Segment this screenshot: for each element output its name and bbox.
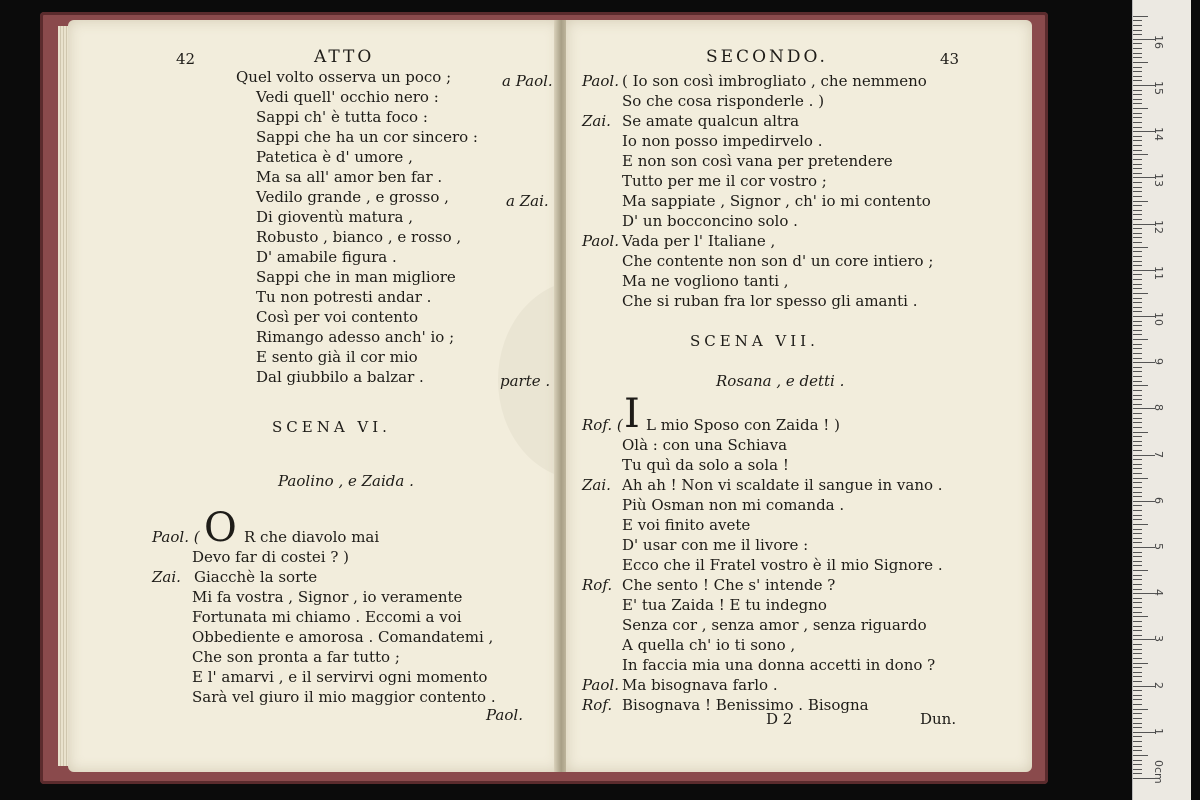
speaker-label: Paol. bbox=[582, 676, 619, 694]
ruler-tick bbox=[1133, 450, 1142, 451]
ruler-tick bbox=[1133, 704, 1142, 705]
ruler-tick bbox=[1133, 413, 1142, 414]
ruler-tick bbox=[1133, 718, 1142, 719]
ruler-tick bbox=[1133, 395, 1142, 396]
ruler-tick bbox=[1133, 34, 1142, 35]
verse-line: Sappi ch' è tutta foco : bbox=[256, 108, 428, 126]
ruler-tick bbox=[1133, 542, 1142, 543]
ruler-tick bbox=[1133, 464, 1142, 465]
ruler-tick bbox=[1133, 764, 1142, 765]
ruler-tick bbox=[1133, 136, 1142, 137]
verse-line: Tutto per me il cor vostro ; bbox=[622, 172, 827, 190]
verse-line: Quel volto osserva un poco ; bbox=[236, 68, 452, 86]
verse-line: Tu non potresti andar . bbox=[256, 288, 432, 306]
ruler-tick bbox=[1133, 529, 1142, 530]
ruler-tick bbox=[1133, 755, 1148, 756]
ruler-tick bbox=[1133, 663, 1148, 664]
ruler-tick bbox=[1133, 658, 1142, 659]
ruler-tick bbox=[1133, 487, 1142, 488]
verse-line: Che si ruban fra lor spesso gli amanti . bbox=[622, 292, 918, 310]
ruler-tick bbox=[1133, 30, 1142, 31]
verse-line: L mio Sposo con Zaida ! ) bbox=[646, 416, 840, 434]
verse-line: Fortunata mi chiamo . Eccomi a voi bbox=[192, 608, 462, 626]
ruler-tick bbox=[1133, 353, 1142, 354]
ruler-number: 10 bbox=[1152, 312, 1165, 326]
ruler-tick bbox=[1133, 492, 1142, 493]
ruler-tick bbox=[1133, 436, 1142, 437]
speaker-label: Paol. ( bbox=[152, 528, 200, 546]
ruler-tick bbox=[1133, 709, 1148, 710]
ruler-number: 6 bbox=[1152, 496, 1165, 504]
speaker-label: Zai. bbox=[152, 568, 181, 586]
ruler-tick bbox=[1133, 334, 1142, 335]
ruler-number: 8 bbox=[1152, 404, 1165, 412]
ruler-tick bbox=[1133, 713, 1142, 714]
page-number: 43 bbox=[940, 50, 960, 68]
verse-line: Giacchè la sorte bbox=[194, 568, 318, 586]
ruler-tick bbox=[1133, 348, 1142, 349]
verse-line: Ma ne vogliono tanti , bbox=[622, 272, 789, 290]
ruler-tick bbox=[1133, 644, 1142, 645]
ruler-tick bbox=[1133, 196, 1142, 197]
ruler-tick bbox=[1133, 371, 1142, 372]
ruler-tick bbox=[1133, 159, 1142, 160]
ruler-tick bbox=[1133, 43, 1142, 44]
ruler-tick bbox=[1133, 247, 1148, 248]
ruler-tick bbox=[1133, 602, 1142, 603]
speaker-label: Rof. bbox=[582, 576, 613, 594]
speaker-label: Rof. ( bbox=[582, 416, 623, 434]
ruler-tick bbox=[1133, 108, 1148, 109]
ruler-tick bbox=[1133, 228, 1142, 229]
verse-line: A quella ch' io ti sono , bbox=[622, 636, 796, 654]
ruler-tick bbox=[1133, 140, 1142, 141]
verse-line: Sarà vel giuro il mio maggior contento . bbox=[192, 688, 496, 706]
ruler-tick bbox=[1133, 205, 1142, 206]
ruler-tick bbox=[1133, 265, 1142, 266]
verse-line: Più Osman non mi comanda . bbox=[622, 496, 845, 514]
drop-cap: I bbox=[624, 391, 640, 437]
verse-line: Robusto , bianco , e rosso , bbox=[256, 228, 462, 246]
ruler-number: 4 bbox=[1152, 589, 1165, 597]
ruler-tick bbox=[1133, 505, 1142, 506]
ruler-tick bbox=[1133, 376, 1142, 377]
ruler-tick bbox=[1133, 653, 1142, 654]
ruler-tick bbox=[1133, 404, 1142, 405]
verse-line: Che contente non son d' un core intiero ; bbox=[622, 252, 934, 270]
speaker-label: Paol. bbox=[582, 72, 619, 90]
ruler-tick bbox=[1133, 496, 1142, 497]
ruler-number: 1 bbox=[1152, 727, 1165, 735]
ruler-tick bbox=[1133, 695, 1142, 696]
ruler-tick bbox=[1133, 575, 1142, 576]
ruler-tick bbox=[1133, 256, 1142, 257]
stage-direction: parte . bbox=[500, 372, 551, 390]
ruler-tick bbox=[1133, 612, 1142, 613]
ruler-tick bbox=[1133, 71, 1142, 72]
ruler-tick bbox=[1133, 242, 1142, 243]
ruler-tick bbox=[1133, 607, 1142, 608]
ruler-tick bbox=[1133, 723, 1142, 724]
ruler-tick bbox=[1133, 117, 1142, 118]
ruler-tick bbox=[1133, 279, 1142, 280]
ruler-tick bbox=[1133, 584, 1142, 585]
ruler-tick bbox=[1133, 302, 1142, 303]
ruler-tick bbox=[1133, 219, 1142, 220]
ruler-tick bbox=[1133, 741, 1142, 742]
ruler-tick bbox=[1133, 427, 1142, 428]
ruler-tick bbox=[1133, 191, 1142, 192]
verse-line: R che diavolo mai bbox=[244, 528, 380, 546]
verse-line: Ma sa all' amor ben far . bbox=[256, 168, 443, 186]
verse-line: Io non posso impedirvelo . bbox=[622, 132, 823, 150]
ruler-tick bbox=[1133, 579, 1142, 580]
ruler-tick bbox=[1133, 649, 1142, 650]
ruler-tick bbox=[1133, 103, 1142, 104]
right-page bbox=[566, 20, 1032, 772]
ruler-tick bbox=[1133, 113, 1142, 114]
ruler-tick bbox=[1133, 358, 1142, 359]
verse-line: Ma sappiate , Signor , ch' io mi contento bbox=[622, 192, 931, 210]
page-number: 42 bbox=[176, 50, 196, 68]
ruler-number: 9 bbox=[1152, 358, 1165, 366]
ruler-tick bbox=[1133, 288, 1142, 289]
ruler-unit-label: 0cm bbox=[1152, 760, 1165, 784]
ruler-tick bbox=[1133, 621, 1142, 622]
speaker-label: Zai. bbox=[582, 112, 611, 130]
ruler-tick bbox=[1133, 57, 1142, 58]
ruler-tick bbox=[1133, 565, 1142, 566]
ruler-tick bbox=[1133, 616, 1148, 617]
ruler-number: 11 bbox=[1152, 265, 1165, 280]
verse-line: Sappi che ha un cor sincero : bbox=[256, 128, 478, 146]
ruler-tick bbox=[1133, 339, 1148, 340]
ruler-tick bbox=[1133, 399, 1142, 400]
ruler-tick bbox=[1133, 385, 1148, 386]
ruler-tick bbox=[1133, 62, 1148, 63]
ruler-tick bbox=[1133, 418, 1142, 419]
ruler-tick bbox=[1133, 626, 1142, 627]
drop-cap: O bbox=[204, 505, 237, 551]
verse-line: Obbediente e amorosa . Comandatemi , bbox=[192, 628, 494, 646]
measuring-ruler bbox=[1132, 0, 1191, 800]
ruler-tick bbox=[1133, 237, 1142, 238]
ruler-tick bbox=[1133, 20, 1142, 21]
ruler-tick bbox=[1133, 168, 1142, 169]
ruler-number: 12 bbox=[1152, 219, 1165, 234]
ruler-tick bbox=[1133, 769, 1142, 770]
verse-line: D' amabile figura . bbox=[256, 248, 397, 266]
verse-line: Bisognava ! Benissimo . Bisogna bbox=[622, 696, 869, 714]
ruler-tick bbox=[1133, 344, 1142, 345]
ruler-tick bbox=[1133, 325, 1142, 326]
running-head: SECONDO. bbox=[706, 47, 828, 67]
speaker-label: Paol. bbox=[582, 232, 619, 250]
ruler-tick bbox=[1133, 53, 1142, 54]
ruler-tick bbox=[1133, 556, 1142, 557]
ruler-tick bbox=[1133, 80, 1142, 81]
ruler-tick bbox=[1133, 524, 1148, 525]
ruler-tick bbox=[1133, 552, 1142, 553]
ruler-tick bbox=[1133, 727, 1142, 728]
ruler-tick bbox=[1133, 459, 1142, 460]
verse-line: Senza cor , senza amor , senza riguardo bbox=[622, 616, 927, 634]
verse-line: E non son così vana per pretendere bbox=[622, 152, 893, 170]
ruler-tick bbox=[1133, 736, 1142, 737]
ruler-tick bbox=[1133, 210, 1142, 211]
verse-line: Patetica è d' umore , bbox=[256, 148, 413, 166]
ruler-tick bbox=[1133, 284, 1142, 285]
ruler-tick bbox=[1133, 187, 1142, 188]
ruler-tick bbox=[1133, 16, 1148, 17]
ruler-tick bbox=[1133, 274, 1142, 275]
verse-line: E voi finito avete bbox=[622, 516, 751, 534]
ruler-tick bbox=[1133, 598, 1142, 599]
ruler-tick bbox=[1133, 519, 1142, 520]
ruler-tick bbox=[1133, 676, 1142, 677]
verse-line: Vedi quell' occhio nero : bbox=[256, 88, 439, 106]
running-head: ATTO bbox=[314, 47, 375, 67]
ruler-tick bbox=[1133, 261, 1142, 262]
ruler-tick bbox=[1133, 672, 1142, 673]
ruler-tick bbox=[1133, 690, 1142, 691]
ruler-tick bbox=[1133, 667, 1142, 668]
ruler-tick bbox=[1133, 473, 1142, 474]
catchword: Paol. bbox=[486, 706, 523, 724]
ruler-number: 14 bbox=[1152, 127, 1165, 142]
verse-line: E' tua Zaida ! E tu indegno bbox=[622, 596, 827, 614]
ruler-tick bbox=[1133, 298, 1142, 299]
ruler-tick bbox=[1133, 750, 1142, 751]
ruler-tick bbox=[1133, 533, 1142, 534]
speaker-label: Rof. bbox=[582, 696, 613, 714]
ruler-tick bbox=[1133, 122, 1142, 123]
signature-mark: D 2 bbox=[766, 710, 793, 728]
ruler-tick bbox=[1133, 214, 1142, 215]
ruler-tick bbox=[1133, 773, 1142, 774]
ruler-number: 7 bbox=[1152, 450, 1165, 458]
verse-line: Tu quì da solo a sola ! bbox=[622, 456, 789, 474]
ruler-tick bbox=[1133, 482, 1142, 483]
ruler-tick bbox=[1133, 441, 1142, 442]
verse-line: D' usar con me il livore : bbox=[622, 536, 809, 554]
ruler-tick bbox=[1133, 164, 1142, 165]
ruler-tick bbox=[1133, 307, 1142, 308]
ruler-tick bbox=[1133, 699, 1142, 700]
verse-line: Ecco che il Fratel vostro è il mio Signore . bbox=[622, 556, 943, 574]
ruler-tick bbox=[1133, 367, 1142, 368]
ruler-number: 2 bbox=[1152, 681, 1165, 689]
ruler-tick bbox=[1133, 570, 1148, 571]
verse-line: Rimango adesso anch' io ; bbox=[256, 328, 455, 346]
verse-line: Mi fa vostra , Signor , io veramente bbox=[192, 588, 463, 606]
speaker-label: Zai. bbox=[582, 476, 611, 494]
ruler-tick bbox=[1133, 233, 1142, 234]
ruler-tick bbox=[1133, 681, 1142, 682]
ruler-tick bbox=[1133, 468, 1142, 469]
ruler-tick bbox=[1133, 589, 1142, 590]
ruler-number: 16 bbox=[1152, 34, 1165, 49]
ruler-tick bbox=[1133, 432, 1148, 433]
verse-line: Che son pronta a far tutto ; bbox=[192, 648, 400, 666]
verse-line: Ma bisognava farlo . bbox=[622, 676, 778, 694]
ruler-number: 13 bbox=[1152, 173, 1165, 188]
ruler-tick bbox=[1133, 154, 1148, 155]
verse-line: Olà : con una Schiava bbox=[622, 436, 788, 454]
verse-line: Che sento ! Che s' intende ? bbox=[622, 576, 836, 594]
verse-line: ( Io son così imbrogliato , che nemmeno bbox=[622, 72, 927, 90]
ruler-tick bbox=[1133, 321, 1142, 322]
ruler-tick bbox=[1133, 127, 1142, 128]
ruler-tick bbox=[1133, 515, 1142, 516]
verse-line: Devo far di costei ? ) bbox=[192, 548, 350, 566]
ruler-tick bbox=[1133, 150, 1142, 151]
ruler-tick bbox=[1133, 381, 1142, 382]
verse-line: So che cosa risponderle . ) bbox=[622, 92, 825, 110]
verse-line: Vedilo grande , e grosso , bbox=[256, 188, 449, 206]
ruler-tick bbox=[1133, 445, 1142, 446]
ruler-tick bbox=[1133, 251, 1142, 252]
scene-cast: Paolino , e Zaida . bbox=[278, 472, 414, 490]
ruler-tick bbox=[1133, 478, 1148, 479]
ruler-tick bbox=[1133, 94, 1142, 95]
ruler-tick bbox=[1133, 201, 1148, 202]
ruler-tick bbox=[1133, 630, 1142, 631]
ruler-tick bbox=[1133, 90, 1142, 91]
ruler-tick bbox=[1133, 538, 1142, 539]
ruler-tick bbox=[1133, 99, 1142, 100]
ruler-tick bbox=[1133, 145, 1142, 146]
stage-direction: a Zai. bbox=[506, 192, 549, 210]
verse-line: Vada per l' Italiane , bbox=[622, 232, 776, 250]
ruler-tick bbox=[1133, 422, 1142, 423]
verse-line: Ah ah ! Non vi scaldate il sangue in vano . bbox=[622, 476, 943, 494]
verse-line: Così per voi contento bbox=[256, 308, 418, 326]
ruler-tick bbox=[1133, 330, 1142, 331]
ruler-tick bbox=[1133, 760, 1142, 761]
verse-line: In faccia mia una donna accetti in dono ? bbox=[622, 656, 936, 674]
ruler-tick bbox=[1133, 390, 1142, 391]
verse-line: Dal giubbilo a balzar . bbox=[256, 368, 424, 386]
ruler-tick bbox=[1133, 510, 1142, 511]
ruler-tick bbox=[1133, 76, 1142, 77]
ruler-tick bbox=[1133, 48, 1142, 49]
verse-line: Sappi che in man migliore bbox=[256, 268, 456, 286]
left-page bbox=[68, 20, 560, 772]
scene-title: SCENA VI. bbox=[272, 418, 391, 436]
verse-line: E sento già il cor mio bbox=[256, 348, 418, 366]
ruler-number: 5 bbox=[1152, 543, 1165, 550]
stage-direction: a Paol. bbox=[502, 72, 553, 90]
ruler-tick bbox=[1133, 311, 1142, 312]
ruler-tick bbox=[1133, 561, 1142, 562]
ruler-tick bbox=[1133, 635, 1142, 636]
catchword: Dun. bbox=[920, 710, 957, 728]
ruler-tick bbox=[1133, 25, 1142, 26]
ruler-tick bbox=[1133, 293, 1148, 294]
ruler-tick bbox=[1133, 746, 1142, 747]
ruler-tick bbox=[1133, 173, 1142, 174]
ruler-tick bbox=[1133, 182, 1142, 183]
verse-line: Se amate qualcun altra bbox=[622, 112, 800, 130]
scene-title: SCENA VII. bbox=[690, 332, 819, 350]
ruler-number: 15 bbox=[1152, 81, 1165, 95]
verse-line: E l' amarvi , e il servirvi ogni momento bbox=[192, 668, 488, 686]
scene-cast: Rosana , e detti . bbox=[716, 372, 845, 390]
verse-line: Di gioventù matura , bbox=[256, 208, 413, 226]
ruler-number: 3 bbox=[1152, 635, 1165, 643]
verse-line: D' un bocconcino solo . bbox=[622, 212, 798, 230]
ruler-tick bbox=[1133, 67, 1142, 68]
